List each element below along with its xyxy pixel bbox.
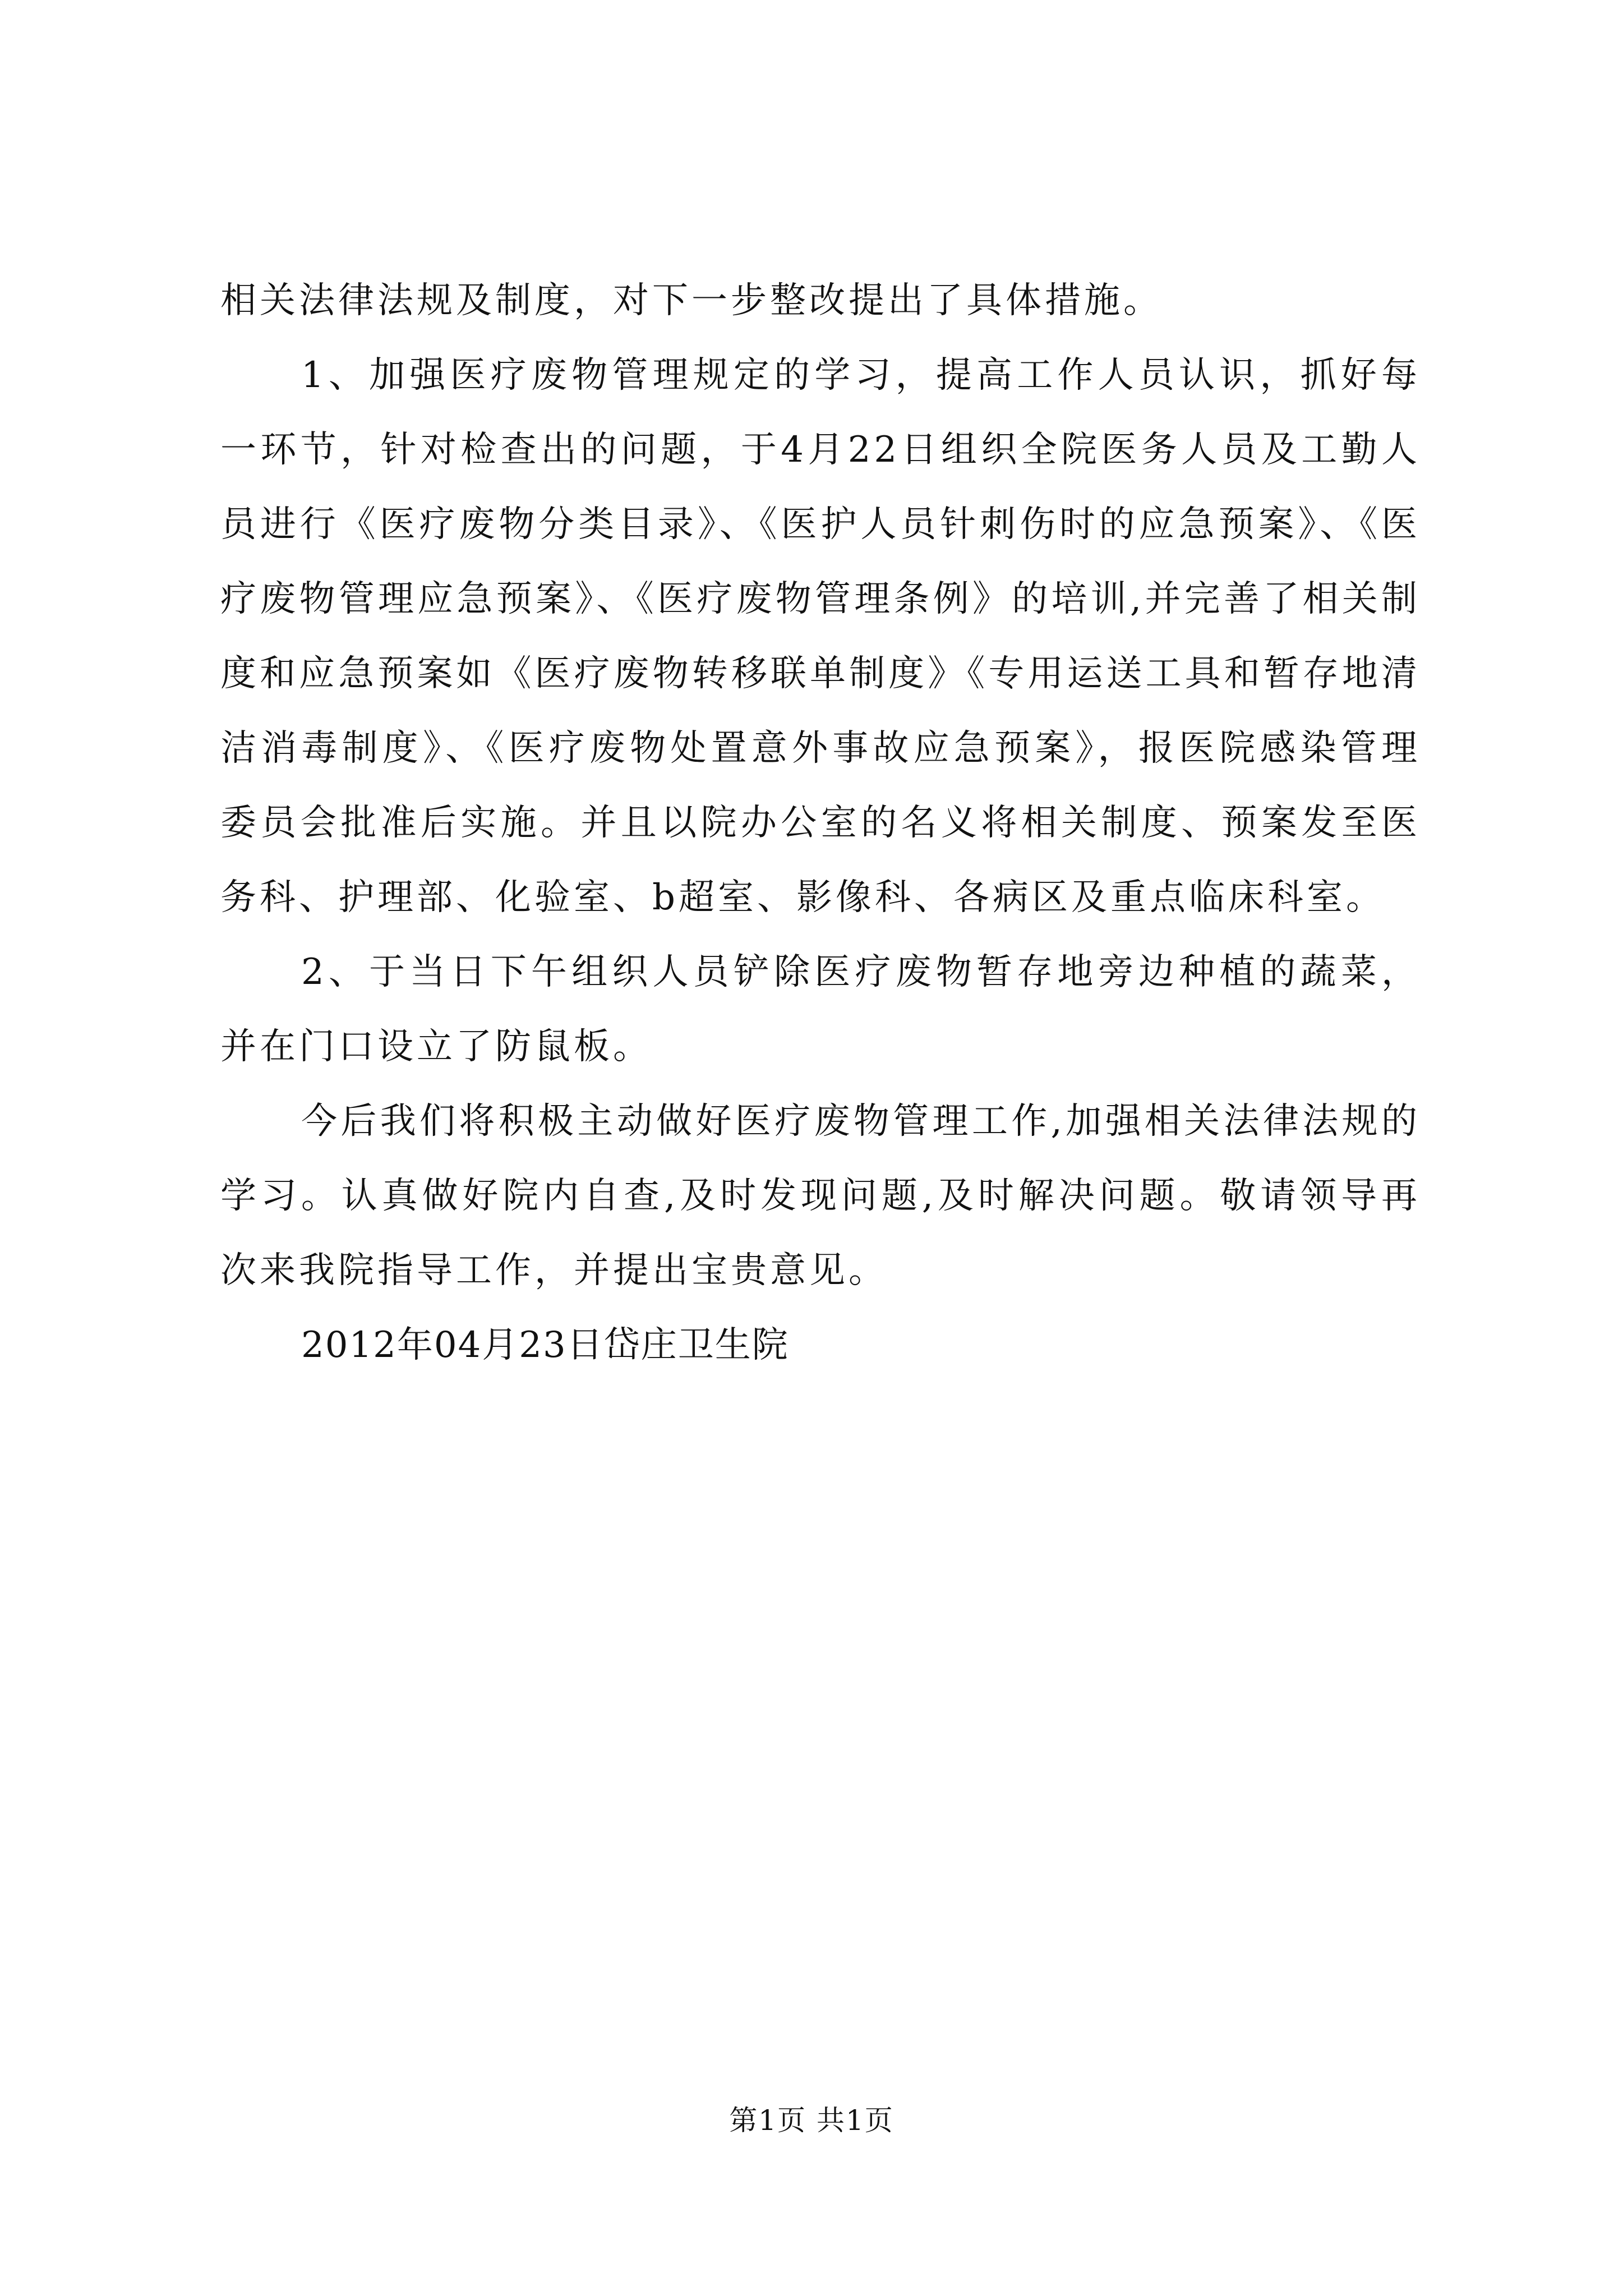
page-footer: 第1页 共1页	[729, 2104, 894, 2137]
document-body	[220, 264, 1421, 1383]
date-signature: 2012年04月23日岱庄卫生院	[301, 1324, 789, 1366]
paragraph-item-2: 2、于当日下午组织人员铲除医疗废物暂存地旁边种植的蔬菜，并在门口设立了防鼠板。	[220, 951, 1421, 1068]
paragraph-item-1: 1、加强医疗废物管理规定的学习，提高工作人员认识，抓好每一环节，针对检查出的问题，于4月22日组织全院医务人员及工勤人员进行《医疗废物分类目录》、《医护人员针刺伤时的应急预案》、《医疗废物管理应急预案》、《医疗废物管理条例》的培训,并完善了相关制度和应急预案如《医疗废物转移联单制度》《专用运送工具和暂存地清洁消毒制度》、《医疗废物处置意外事故应急预案》，报医院感染管理委员会批准后实施。并且以院办公室的名义将相关制度、预案发至医务科、护理部、化验室、b超室、影像科、各病区及重点临床科室。	[220, 355, 1421, 918]
paragraph-closing: 今后我们将积极主动做好医疗废物管理工作,加强相关法律法规的学习。认真做好院内自查,及时发现问题,及时解决问题。敬请领导再次来我院指导工作，并提出宝贵意见。	[220, 1101, 1421, 1291]
paragraph-continuation: 相关法律法规及制度，对下一步整改提出了具体措施。	[220, 280, 1163, 321]
